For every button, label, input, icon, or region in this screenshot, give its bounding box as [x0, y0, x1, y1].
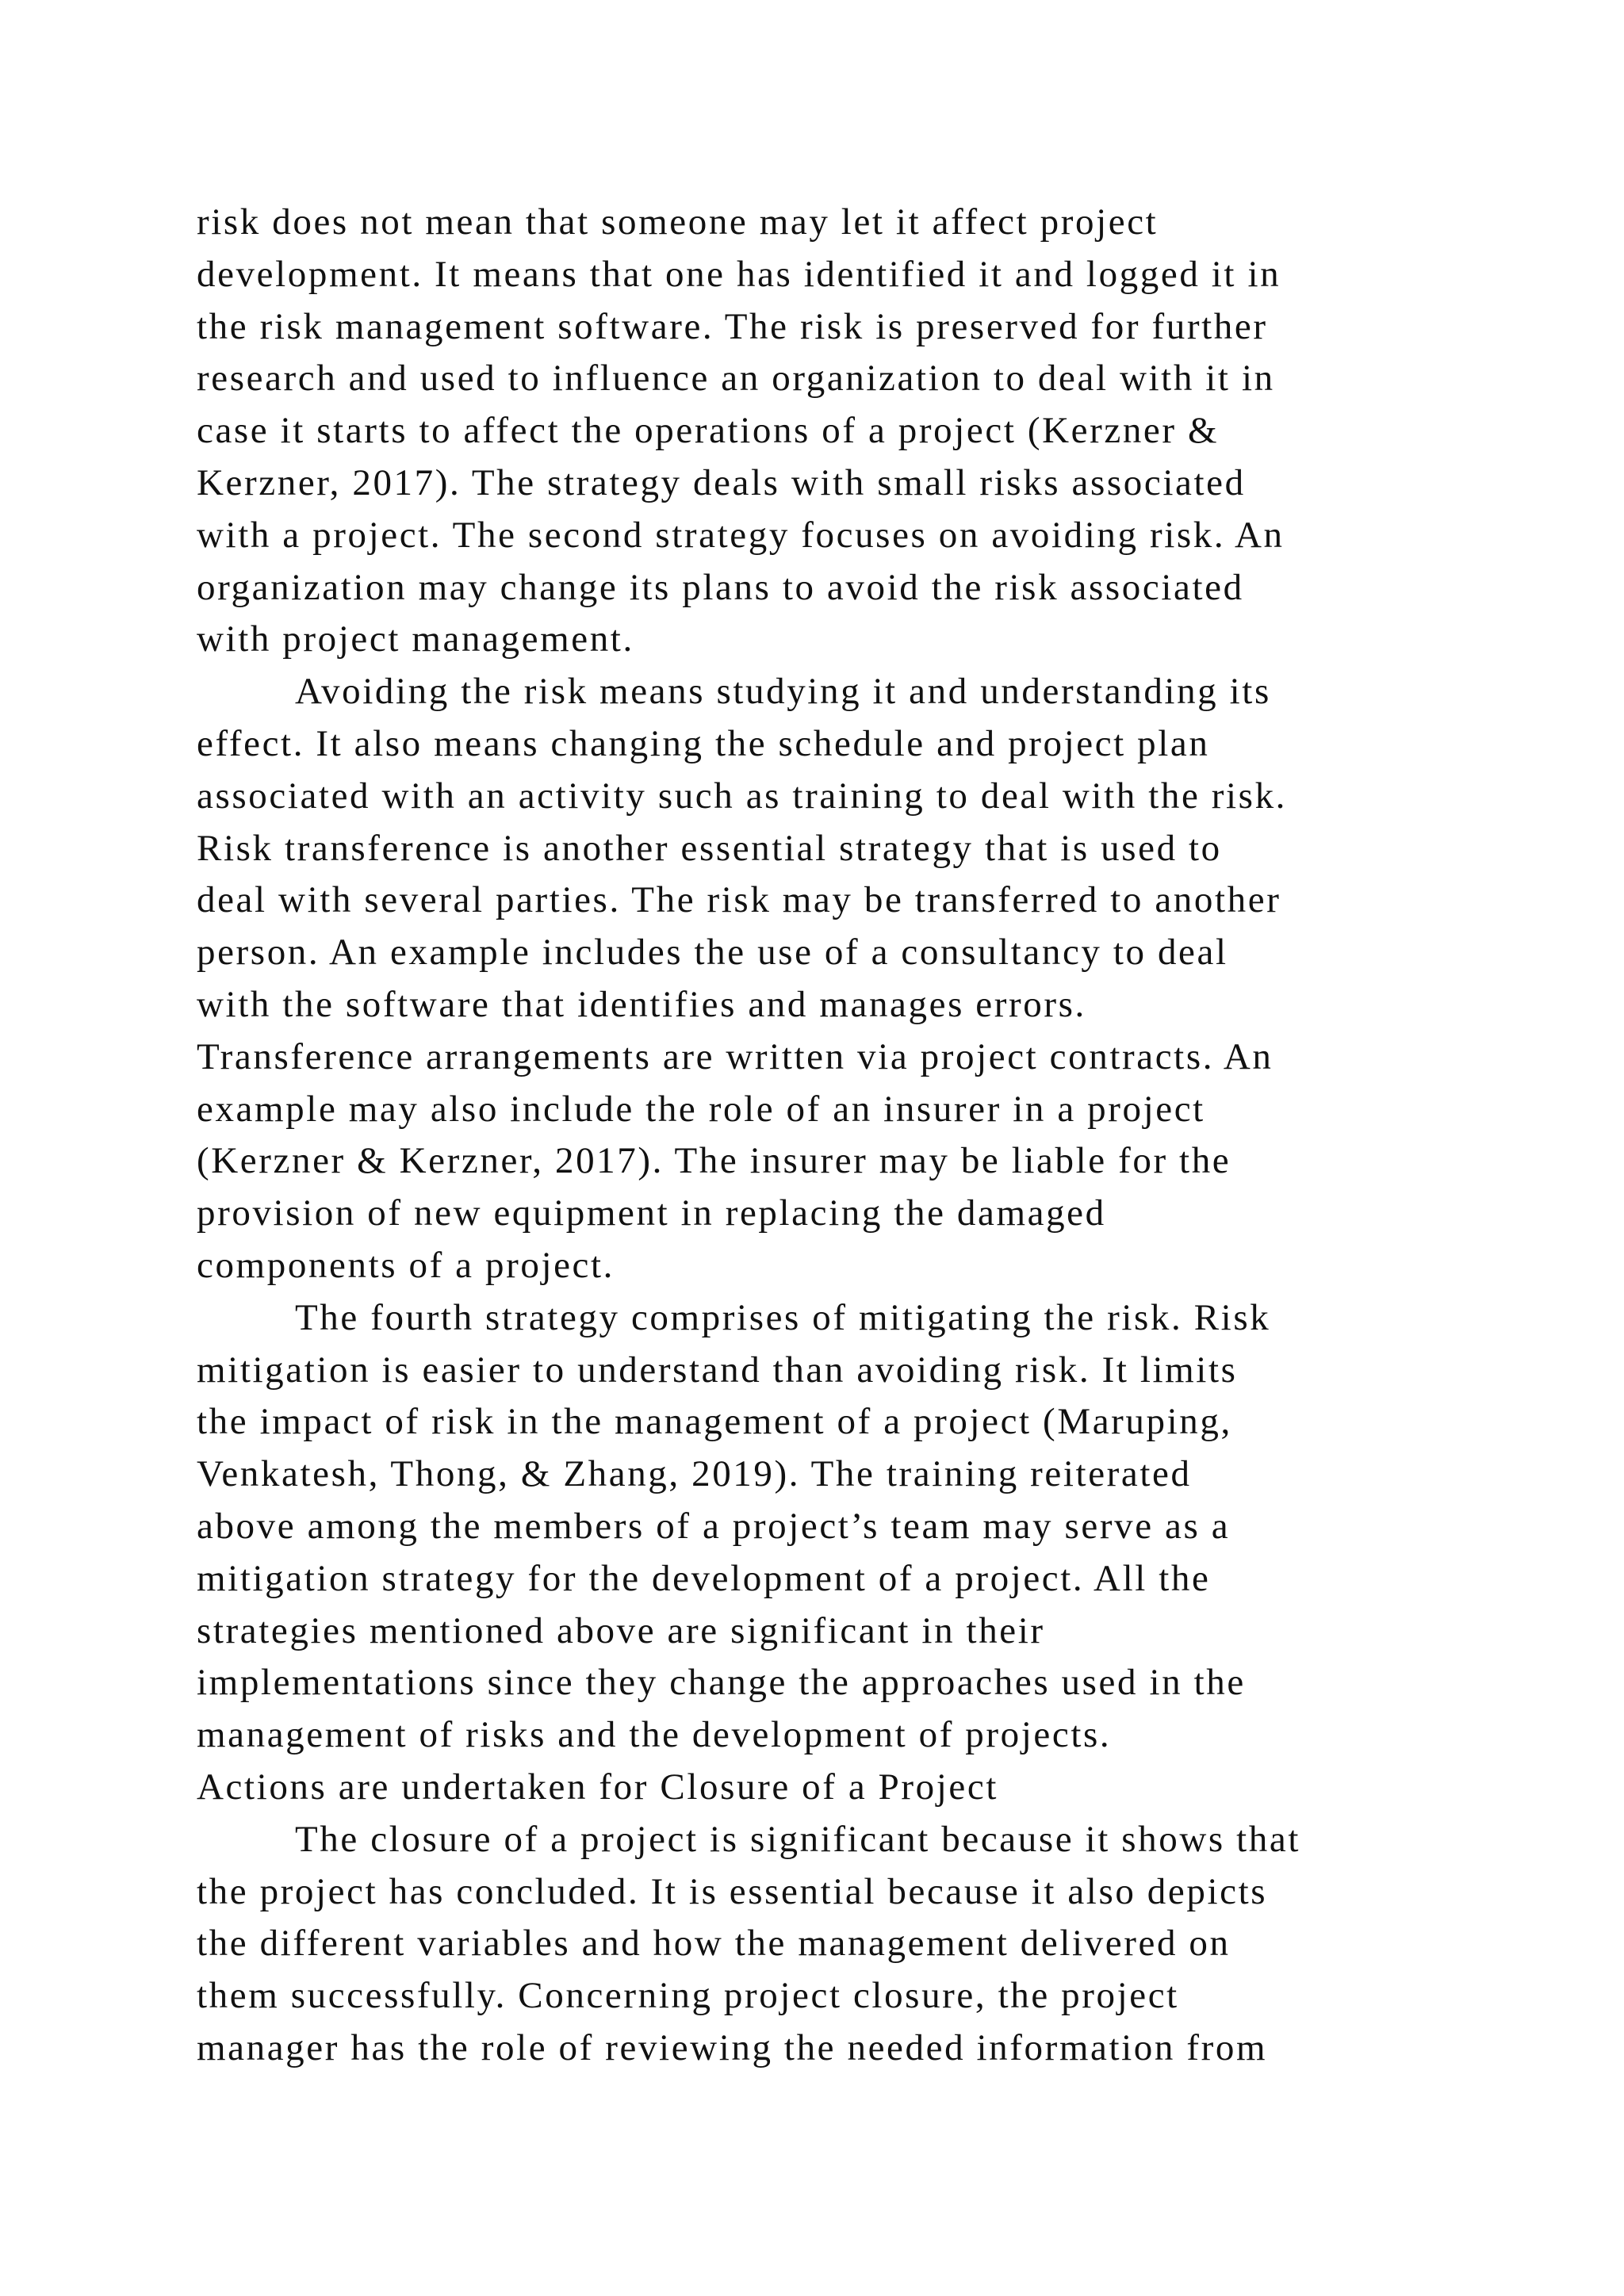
- document-body: [197, 197, 1450, 2075]
- text-line: management of risks and the development of projects.: [197, 1714, 1112, 1756]
- text-line: implementations since they change the approaches used in the: [197, 1662, 1246, 1704]
- text-line: the impact of risk in the management of a project (Maruping,: [197, 1401, 1232, 1443]
- text-line: mitigation is easier to understand than avoiding risk. It limits: [197, 1349, 1238, 1391]
- text-line: Transference arrangements are written via project contracts. An: [197, 1035, 1274, 1077]
- paragraph-first-line: Avoiding the risk means studying it and understanding its: [295, 671, 1271, 713]
- text-line: provision of new equipment in replacing the damaged: [197, 1192, 1106, 1234]
- paragraph-first-line: The fourth strategy comprises of mitigating the risk. Risk: [295, 1296, 1271, 1338]
- text-line: Actions are undertaken for Closure of a Project: [197, 1766, 998, 1808]
- text-line: effect. It also means changing the schedule and project plan: [197, 722, 1210, 764]
- text-line: manager has the role of reviewing the needed information from: [197, 2026, 1268, 2068]
- text-line: above among the members of a project’s team may serve as a: [197, 1505, 1231, 1547]
- text-line: case it starts to affect the operations of a project (Kerzner &: [197, 410, 1220, 452]
- text-line: associated with an activity such as training to deal with the risk.: [197, 775, 1288, 817]
- text-line: Kerzner, 2017). The strategy deals with small risks associated: [197, 461, 1246, 503]
- text-line: them successfully. Concerning project closure, the project: [197, 1975, 1179, 2017]
- text-line: Risk transference is another essential strategy that is used to: [197, 827, 1222, 869]
- text-line: strategies mentioned above are significant in their: [197, 1609, 1045, 1651]
- text-line: risk does not mean that someone may let it affect project: [197, 201, 1159, 243]
- text-line: components of a project.: [197, 1244, 615, 1286]
- text-line: research and used to influence an organization to deal with it in: [197, 358, 1275, 400]
- text-line: organization may change its plans to avoid the risk associated: [197, 566, 1244, 608]
- text-line: the risk management software. The risk is preserved for further: [197, 305, 1268, 347]
- text-line: (Kerzner & Kerzner, 2017). The insurer may be liable for the: [197, 1140, 1231, 1182]
- text-line: example may also include the role of an insurer in a project: [197, 1088, 1205, 1130]
- text-line: with project management.: [197, 618, 634, 660]
- text-line: the project has concluded. It is essential because it also depicts: [197, 1870, 1268, 1912]
- text-line: development. It means that one has identified it and logged it in: [197, 253, 1281, 295]
- text-line: with the software that identifies and manages errors.: [197, 983, 1086, 1025]
- text-line: deal with several parties. The risk may be transferred to another: [197, 879, 1281, 921]
- paragraph-first-line: The closure of a project is significant because it shows that: [295, 1818, 1300, 1860]
- text-line: Venkatesh, Thong, & Zhang, 2019). The training reiterated: [197, 1453, 1192, 1495]
- text-line: the different variables and how the management delivered on: [197, 1923, 1231, 1965]
- text-line: with a project. The second strategy focuses on avoiding risk. An: [197, 514, 1285, 556]
- text-line: person. An example includes the use of a consultancy to deal: [197, 932, 1228, 974]
- text-line: mitigation strategy for the development of a project. All the: [197, 1557, 1211, 1599]
